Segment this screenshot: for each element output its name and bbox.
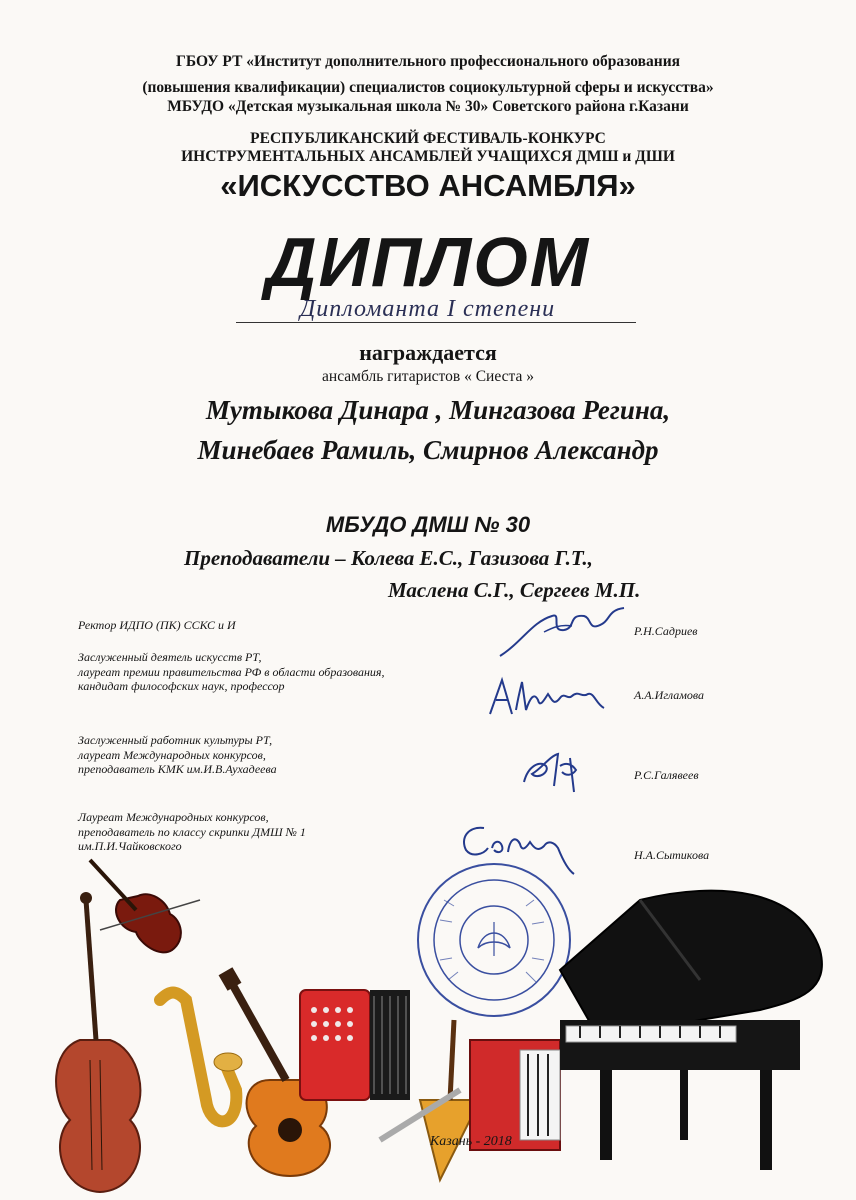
signatory-3-title-line-1: Заслуженный работник культуры РТ,	[78, 733, 273, 747]
signatory-3-title-line-2: лауреат Международных конкурсов,	[78, 747, 266, 762]
school-name: МБУДО ДМШ № 30	[325, 512, 531, 537]
header-line-3: МБУДО «Детская музыкальная школа № 30» Советского района г.Казани	[167, 98, 689, 115]
diploma-title: ДИПЛОМ	[265, 223, 591, 301]
festival-name: «ИСКУССТВО АНСАМБЛЯ»	[220, 168, 636, 203]
signatory-2-title-line-2: лауреат премии правительства РФ в области образования,	[78, 664, 385, 679]
signature-2-icon	[484, 670, 624, 726]
signatory-4-title-line-3: им.П.И.Чайковского	[78, 839, 182, 853]
festival-line-2: ИНСТРУМЕНТАЛЬНЫХ АНСАМБЛЕЙ УЧАЩИХСЯ ДМШ и ДШИ	[181, 148, 675, 165]
signatory-1-title-line: Ректор ИДПО (ПК) ССКС и И	[78, 618, 236, 632]
signatory-1-title	[78, 618, 478, 633]
signatory-4-title-line-2: преподаватель по классу скрипки ДМШ № 1	[78, 824, 306, 839]
signature-1-icon	[492, 602, 632, 662]
ensemble-name: ансамбль гитаристов « Сиеста »	[322, 368, 534, 385]
signatory-3-title	[78, 733, 478, 777]
teachers-line-2: Маслена С.Г., Сергеев М.П.	[388, 578, 641, 602]
violin-icon	[90, 860, 200, 952]
diploma-degree: Дипломанта I степени	[300, 296, 556, 322]
signatory-2-title-line-3: кандидат философских наук, профессор	[78, 679, 285, 693]
signatory-2-title	[78, 650, 478, 694]
participants-line-2: Минебаев Рамиль, Смирнов Александр	[197, 435, 659, 465]
awarded-label: награждается	[359, 340, 497, 365]
header-line-2: (повышения квалификации) специалистов социокультурной сферы и искусства»	[142, 79, 714, 96]
signatory-4-title-line-1: Лауреат Международных конкурсов,	[78, 810, 269, 824]
signatory-4-name: Н.А.Сытикова	[634, 848, 710, 862]
signatory-1-name: Р.Н.Садриев	[634, 624, 698, 638]
festival-line-1: РЕСПУБЛИКАНСКИЙ ФЕСТИВАЛЬ-КОНКУРС	[250, 130, 606, 147]
accordion-icon	[300, 990, 410, 1100]
header-line-1: ГБОУ РТ «Институт дополнительного профессионального образования	[175, 53, 681, 70]
signatory-3-title-line-3: преподаватель КМК им.И.В.Аухадеева	[78, 762, 277, 776]
degree-underline	[236, 322, 636, 323]
grand-piano-icon	[560, 891, 822, 1170]
signatory-3-name: Р.С.Галявеев	[634, 768, 699, 782]
signatory-2-title-line-1: Заслуженный деятель искусств РТ,	[78, 650, 262, 664]
cello-icon	[56, 892, 140, 1192]
participants-line-1: Мутыкова Динара , Мингазова Регина,	[205, 395, 671, 425]
signature-3-icon	[514, 746, 594, 796]
saxophone-icon	[160, 993, 242, 1122]
musical-instruments-illustration	[0, 840, 856, 1200]
teachers-line-1: Преподаватели – Колева Е.С., Газизова Г.Т.,	[184, 546, 593, 570]
city-year: Казань - 2018	[430, 1134, 512, 1149]
signatory-2-name: А.А.Игламова	[634, 688, 705, 702]
